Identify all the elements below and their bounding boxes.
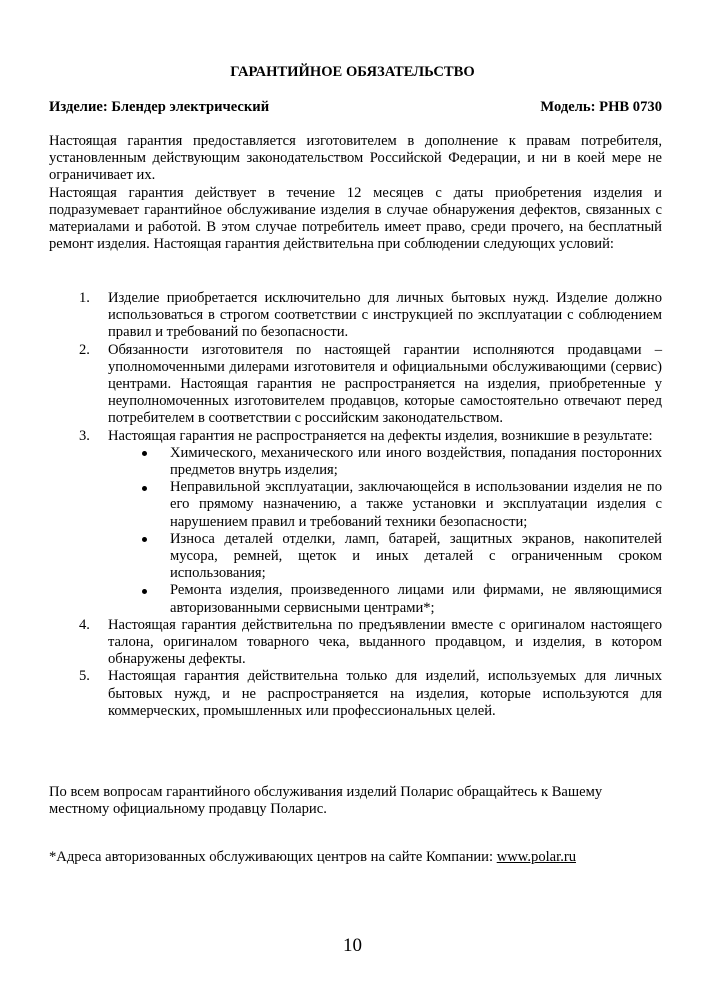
condition-number: 4. <box>79 616 90 633</box>
website-link[interactable]: www.polar.ru <box>496 849 577 865</box>
bullet-item <box>108 582 662 616</box>
closing-section <box>49 784 662 818</box>
bullet-text: Ремонта изделия, произведенного лицами или фирмами, не являющимися авторизованными сервисными центрами*; <box>170 582 662 616</box>
condition-item <box>49 428 662 617</box>
footnote <box>49 849 576 866</box>
condition-number: 1. <box>79 290 90 306</box>
bullet-icon <box>142 451 147 456</box>
condition-text: Настоящая гарантия действительна по предъявлении вместе с оригиналом настоящего талона, оригиналом товарного чека, выданного продавцом, и изделия, в котором обнаружены дефекты. <box>108 616 662 668</box>
product-name: Изделие: Блендер электрический <box>49 99 270 115</box>
warranty-conditions-list <box>49 290 662 720</box>
bullet-text: Химического, механического или иного воздействия, попадания посторонних предметов внутрь изделия; <box>170 444 662 479</box>
bullet-item <box>108 445 662 479</box>
bullet-item <box>108 479 662 531</box>
condition-text: Обязанности изготовителя по настоящей гарантии исполняются продавцами – уполномоченными дилерами изготовителя и официальными обслуживающими (сервис) центрами. Настоящая гарантия не распространяется на изделия, приобретенные у неуполномоченных изготовителем продавцов, которые самостоятельно отвечают перед потребителем в соответствии с российским законодательством. <box>108 341 662 427</box>
model-number: Модель: PHB 0730 <box>540 99 662 115</box>
condition-number: 5. <box>79 668 90 685</box>
intro-section <box>49 133 662 253</box>
bullet-icon <box>142 589 147 594</box>
condition-text: Изделие приобретается исключительно для личных бытовых нужд. Изделие должно использоваться в строгом соответствии с инструкцией по эксплуатации с соблюдением правил и требований по безопасности. <box>108 290 662 341</box>
bullet-text: Износа деталей отделки, ламп, батарей, защитных экранов, накопителей мусора, ремней, щеток и иных деталей с ограниченным сроком использования; <box>170 530 662 582</box>
bullet-item <box>108 531 662 583</box>
intro-paragraph: Настоящая гарантия действует в течение 12 месяцев с даты приобретения изделия и подразумевает гарантийное обслуживание изделия в случае обнаружения дефектов, связанных с материалами и работой. В этом случае потребитель имеет право, среди прочего, на бесплатный ремонт изделия. Настоящая гарантия действительна при соблюдении следующих условий: <box>49 184 662 253</box>
defect-causes-list <box>108 445 662 617</box>
condition-text: Настоящая гарантия не распространяется на дефекты изделия, возникшие в результате: <box>108 427 653 444</box>
bullet-icon <box>142 486 147 491</box>
condition-number: 2. <box>79 341 90 358</box>
condition-number: 3. <box>79 427 90 444</box>
page-number: 10 <box>343 935 362 956</box>
bullet-icon <box>142 537 147 542</box>
document-title: ГАРАНТИЙНОЕ ОБЯЗАТЕЛЬСТВО <box>230 64 475 80</box>
footnote-text: *Адреса авторизованных обслуживающих центров на сайте Компании: <box>49 849 497 865</box>
intro-paragraph: Настоящая гарантия предоставляется изготовителем в дополнение к правам потребителя, установленным действующим законодательством Российской Федерации, и ни в коей мере не ограничивает их. <box>49 133 662 184</box>
condition-text: Настоящая гарантия действительна только для изделий, используемых для личных бытовых нужд, и не распространяется на изделия, которые используются для коммерческих, промышленных или профессиональных целей. <box>108 668 662 719</box>
bullet-text: Неправильной эксплуатации, заключающейся в использовании изделия не по его прямому назначению, а также установки и эксплуатации изделия с нарушением правил и требований техники безопасности; <box>170 479 662 530</box>
condition-item <box>49 290 662 342</box>
condition-item <box>49 342 662 428</box>
condition-item <box>49 617 662 669</box>
condition-item <box>49 668 662 720</box>
closing-paragraph: По всем вопросам гарантийного обслуживания изделий Поларис обращайтесь к Вашему местному официальному продавцу Поларис. <box>49 784 603 818</box>
